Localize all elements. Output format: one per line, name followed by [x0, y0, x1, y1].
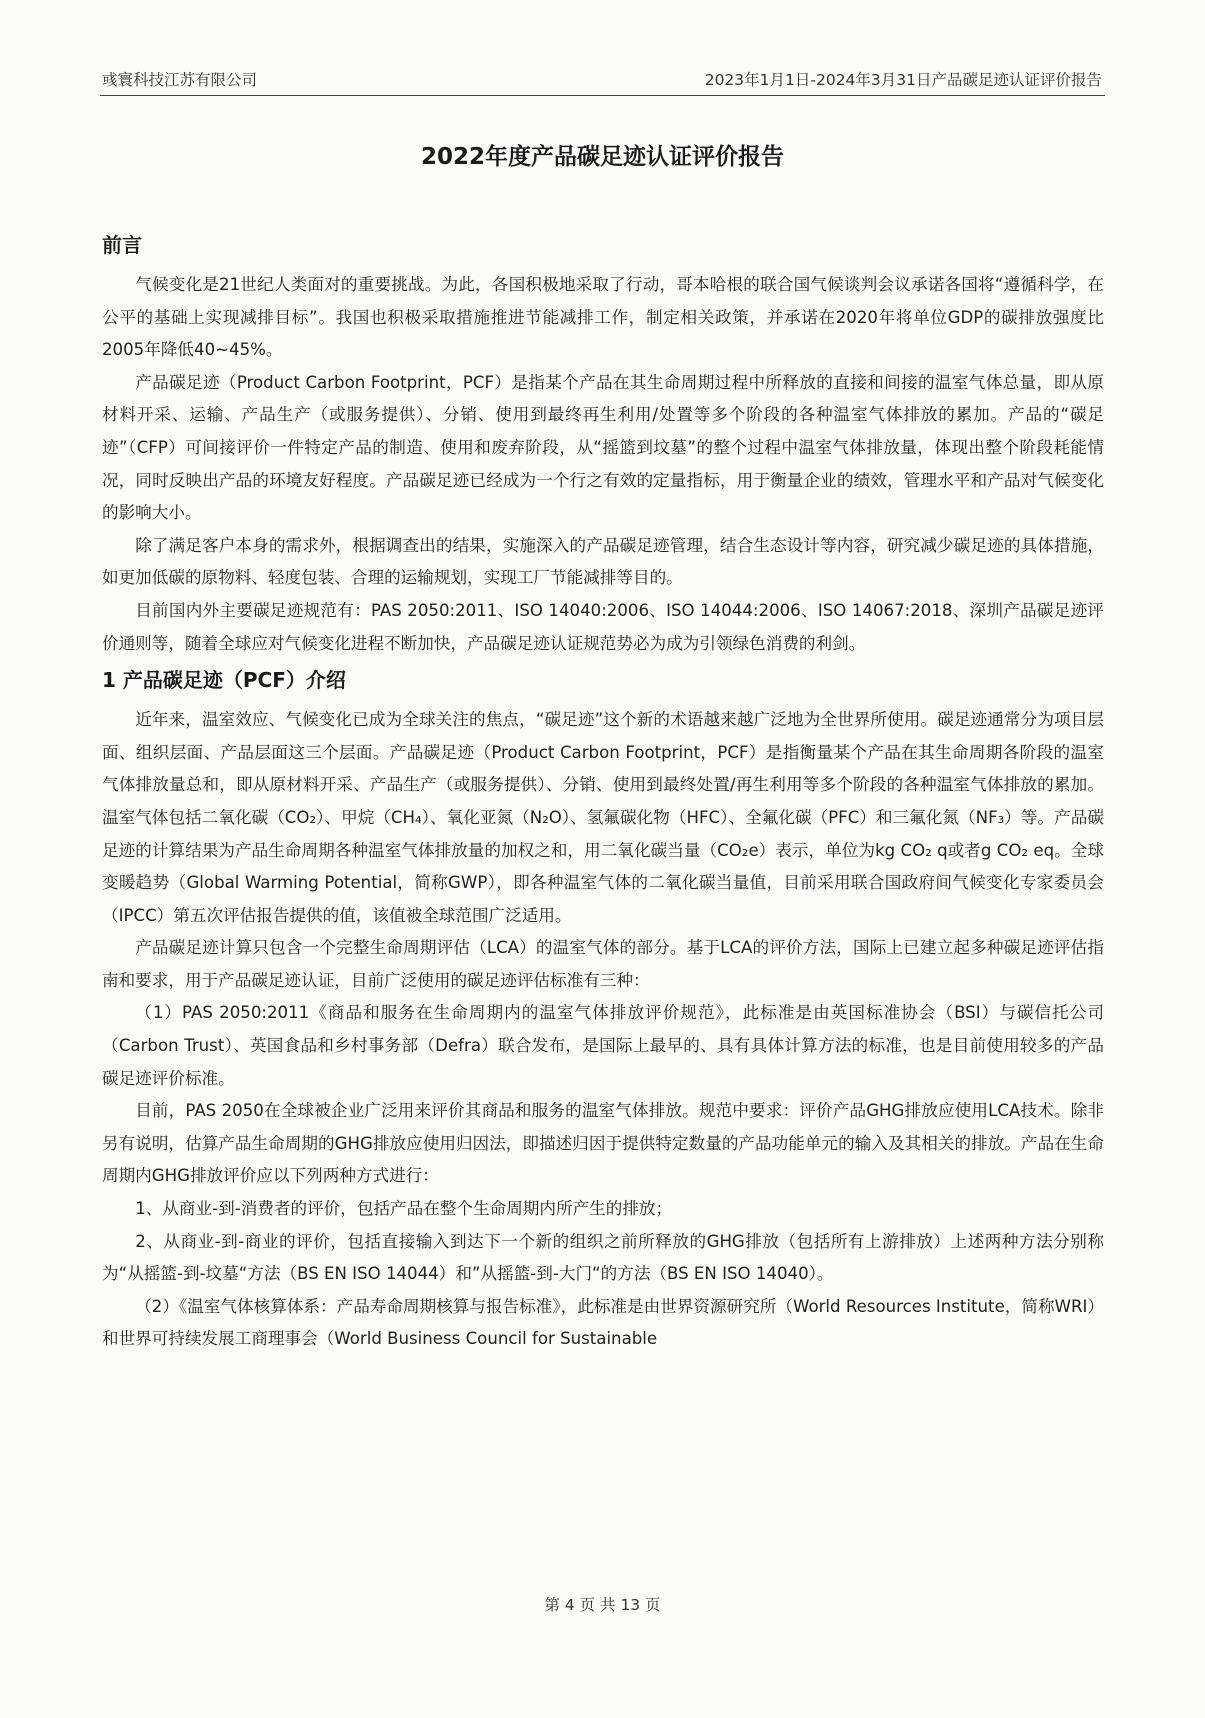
paragraph: 产品碳足迹（Product Carbon Footprint，PCF）是指某个产品在其生命周期过程中所释放的直接和间接的温室气体总量，即从原材料开采、运输、产品生产（或服务提供）、分销、使用到最终再生利用/处置等多个阶段的各种温室气体排放的累加。产品的“碳足迹”（CFP）可间接评价一件特定产品的制造、使用和废弃阶段，从“摇篮到坟墓”的整个过程中温室气体排放量，体现出整个阶段耗能情况，同时反映出产品的环境友好程度。产品碳足迹已经成为一个行之有效的定量指标，用于衡量企业的绩效，管理水平和产品对气候变化的影响大小。 [102, 372, 1104, 523]
paragraph: 除了满足客户本身的需求外，根据调查出的结果，实施深入的产品碳足迹管理，结合生态设计等内容，研究减少碳足迹的具体措施，如更加低碳的原物料、轻度包装、合理的运输规划，实现工厂节能减排等目的。 [102, 535, 1104, 588]
paragraph: 产品碳足迹计算只包含一个完整生命周期评估（LCA）的温室气体的部分。基于LCA的评价方法，国际上已建立起多种碳足迹评估指南和要求，用于产品碳足迹认证，目前广泛使用的碳足迹评估标准有三种： [102, 938, 1104, 990]
header-company: 彧寰科技江苏有限公司 [102, 71, 258, 89]
paragraph: 1、从商业-到-消费者的评价，包括产品在整个生命周期内所产生的排放； [135, 1199, 673, 1219]
paragraph: 气候变化是21世纪人类面对的重要挑战。为此，各国积极地采取了行动，哥本哈根的联合国气候谈判会议承诺各国将“遵循科学，在公平的基础上实现减排目标”。我国也积极采取措施推进节能减排工作，制定相关政策，并承诺在2020年将单位GDP的碳排放强度比2005年降低40~45%。 [102, 275, 1104, 360]
section-heading-pcf-intro: 1 产品碳足迹（PCF）介绍 [102, 668, 346, 693]
paragraph: 目前，PAS 2050在全球被企业广泛用来评价其商品和服务的温室气体排放。规范中要求：评价产品GHG排放应使用LCA技术。除非另有说明，估算产品生命周期的GHG排放应使用归因法，即描述归因于提供特定数量的产品功能单元的输入及其相关的排放。产品在生命周期内GHG排放评价应以下列两种方式进行： [102, 1101, 1104, 1186]
header-divider [100, 95, 1105, 96]
document-body [102, 228, 1104, 1356]
page-number: 第 4 页 共 13 页 [544, 1596, 661, 1614]
paragraph: 近年来，温室效应、气候变化已成为全球关注的焦点，“碳足迹”这个新的术语越来越广泛地为全世界所使用。碳足迹通常分为项目层面、组织层面、产品层面这三个层面。产品碳足迹（Product Carbon Footprint，PCF）是指衡量某个产品在其生命周期各阶段的温室气体排放量总和，即从原材料开采、产品生产（或服务提供）、分销、使用到最终处置/再生利用等多个阶段的各种温室气体排放的累加。温室气体包括二氧化碳（CO₂）、甲烷（CH₄）、氧化亚氮（N₂O）、氢氟碳化物（HFC）、全氟化碳（PFC）和三氟化氮（NF₃）等。产品碳足迹的计算结果为产品生命周期各种温室气体排放量的加权之和，用二氧化碳当量（CO₂e）表示，单位为kg CO₂ q或者g CO₂ eq。全球变暖趋势（Global Warming Potential，简称GWP），即各种温室气体的二氧化碳当量值，目前采用联合国政府间气候变化专家委员会（IPCC）第五次评估报告提供的值，该值被全球范围广泛适用。 [102, 710, 1104, 925]
document-title: 2022年度产品碳足迹认证评价报告 [420, 144, 784, 170]
paragraph: 目前国内外主要碳足迹规范有：PAS 2050:2011、ISO 14040:2006、ISO 14044:2006、ISO 14067:2018、深圳产品碳足迹评价通则等，随着全球应对气候变化进程不断加快，产品碳足迹认证规范势必为成为引领绿色消费的利剑。 [102, 600, 1104, 653]
paragraph: （2）《温室气体核算体系：产品寿命周期核算与报告标准》，此标准是由世界资源研究所（World Resources Institute，简称WRI）和世界可持续发展工商理事会（World Business Council for Sustainable [102, 1296, 1104, 1349]
paragraph: 2、从商业-到-商业的评价，包括直接输入到达下一个新的组织之前所释放的GHG排放（包括所有上游排放）上述两种方法分别称为“从摇篮-到-坟墓“方法（BS EN ISO 14044）和”从摇篮-到-大门“的方法（BS EN ISO 14040）。 [102, 1231, 1104, 1284]
header-report-period: 2023年1月1日-2024年3月31日产品碳足迹认证评价报告 [704, 71, 1102, 89]
running-header [102, 68, 1102, 92]
section-heading-preface: 前言 [102, 233, 142, 257]
paragraph: （1）PAS 2050:2011《商品和服务在生命周期内的温室气体排放评价规范》，此标准是由英国标准协会（BSI）与碳信托公司（Carbon Trust）、英国食品和乡村事务部（Defra）联合发布，是国际上最早的、具有具体计算方法的标准，也是目前使用较多的产品碳足迹评价标准。 [102, 1003, 1104, 1088]
